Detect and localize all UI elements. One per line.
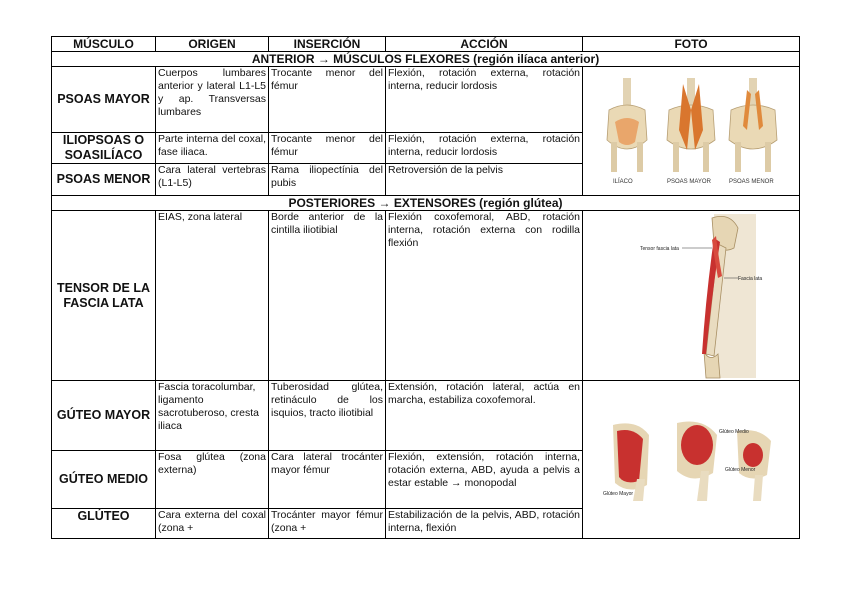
origin-cell: Fosa glútea (zona externa) xyxy=(156,451,269,509)
origin-cell: EIAS, zona lateral xyxy=(156,211,269,381)
insertion-cell: Tuberosidad glútea, retináculo de los isquios, tracto iliotibial xyxy=(269,381,386,451)
header-accion: ACCIÓN xyxy=(386,37,583,52)
muscle-name: GLÚTEO xyxy=(52,509,156,539)
photo-tensor-cell xyxy=(583,211,800,381)
action-cell: Flexión, rotación externa, rotación interna, reducir lordosis xyxy=(386,67,583,133)
caption-psoas-menor: PSOAS MENOR xyxy=(729,179,774,185)
table-row xyxy=(52,381,800,451)
photo-psoas-cell xyxy=(583,67,800,196)
muscle-table xyxy=(51,36,800,539)
muscle-name: GÚTEO MEDIO xyxy=(52,451,156,509)
origin-cell: Cuerpos lumbares anterior y lateral L1-L5 y ap. Transversas lumbares xyxy=(156,67,269,133)
leg-tensor-illustration xyxy=(626,214,763,378)
header-row xyxy=(52,37,800,52)
muscle-name: ILIOPSOAS O SOASILÍACO xyxy=(52,133,156,164)
insertion-cell: Trocante menor del fémur xyxy=(269,133,386,164)
header-origen: ORIGEN xyxy=(156,37,269,52)
origin-cell: Parte interna del coxal, fase iliaca. xyxy=(156,133,269,164)
section-row-anterior xyxy=(52,52,800,67)
section-posterior: POSTERIORES → EXTENSORES (región glútea) xyxy=(52,196,800,211)
muscle-name: GÚTEO MAYOR xyxy=(52,381,156,451)
label-fascia-lata: Fascia lata xyxy=(738,275,763,282)
action-cell: Flexión, rotación externa, rotación interna, reducir lordosis xyxy=(386,133,583,164)
muscle-name: PSOAS MAYOR xyxy=(52,67,156,133)
insertion-cell: Rama iliopectínia del pubis xyxy=(269,164,386,196)
origin-cell: Cara lateral vertebras (L1-L5) xyxy=(156,164,269,196)
gluteos-illustration xyxy=(603,419,779,501)
header-insercion: INSERCIÓN xyxy=(269,37,386,52)
origin-cell: Cara externa del coxal (zona + xyxy=(156,509,269,539)
label-gluteo-medio: Glúteo Medio xyxy=(719,428,749,435)
insertion-cell: Cara lateral trocánter mayor fémur xyxy=(269,451,386,509)
photo-gluteos-cell xyxy=(583,381,800,539)
pelvis-psoas-illustration xyxy=(601,70,781,192)
action-cell: Extensión, rotación lateral, actúa en marcha, estabiliza coxofemoral. xyxy=(386,381,583,451)
label-gluteo-menor: Glúteo Menor xyxy=(725,466,756,473)
action-cell: Flexión coxofemoral, ABD, rotación interna, rotación externa con rodilla flexión xyxy=(386,211,583,381)
header-musculo: MÚSCULO xyxy=(52,37,156,52)
label-tensor-fascia-lata: Tensor fascia lata xyxy=(640,245,679,252)
muscle-name: PSOAS MENOR xyxy=(52,164,156,196)
action-cell: Retroversión de la pelvis xyxy=(386,164,583,196)
origin-cell: Fascia toracolumbar, ligamento sacrotuberoso, cresta iliaca xyxy=(156,381,269,451)
insertion-cell: Trocante menor del fémur xyxy=(269,67,386,133)
section-anterior: ANTERIOR → MÚSCULOS FLEXORES (región ilíaca anterior) xyxy=(52,52,800,67)
action-cell: Estabilización de la pelvis, ABD, rotación interna, flexión xyxy=(386,509,583,539)
caption-iliaco: ILÍACO xyxy=(613,179,633,185)
section-row-posterior xyxy=(52,196,800,211)
table-row xyxy=(52,67,800,133)
muscle-name: TENSOR DE LA FASCIA LATA xyxy=(52,211,156,381)
insertion-cell: Trocánter mayor fémur (zona + xyxy=(269,509,386,539)
header-foto: FOTO xyxy=(583,37,800,52)
muscle-table-sheet xyxy=(51,36,799,539)
table-row xyxy=(52,211,800,381)
caption-psoas-mayor: PSOAS MAYOR xyxy=(667,179,711,185)
label-gluteo-mayor: Glúteo Mayor xyxy=(603,490,634,497)
insertion-cell: Borde anterior de la cintilla iliotibial xyxy=(269,211,386,381)
action-cell: Flexión, extensión, rotación interna, rotación externa, ABD, ayuda a pelvis a estar estable → monopodal xyxy=(386,451,583,509)
